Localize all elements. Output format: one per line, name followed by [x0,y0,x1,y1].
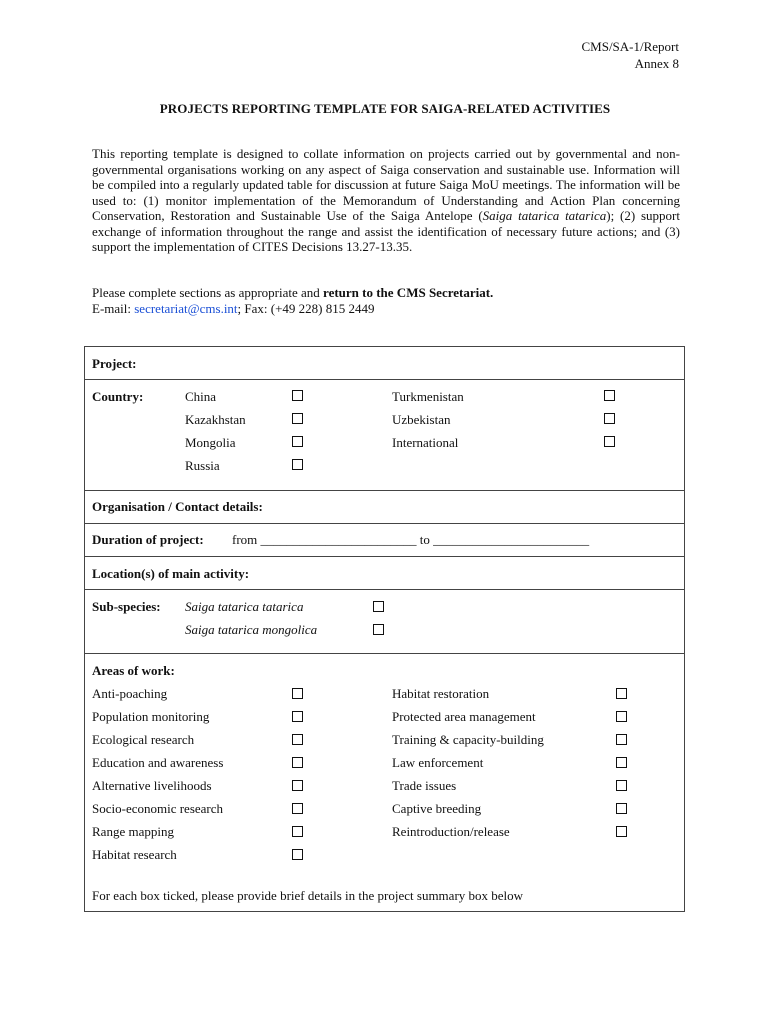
checkbox-china[interactable] [292,390,303,401]
checkbox-alternative-livelihoods[interactable] [292,780,303,791]
checkbox-mongolica[interactable] [373,624,384,635]
checkbox-uzbekistan[interactable] [604,413,615,424]
area-anti-poaching: Anti-poaching [92,686,168,701]
fax-text: ; Fax: (+49 228) 815 2449 [237,300,375,316]
checkbox-habitat-research[interactable] [292,849,303,860]
divider [84,653,685,654]
divider [84,589,685,590]
area-protected-area-management: Protected area management [392,709,536,724]
intro-text-2: ); (2) support exchange of information throughout the range and assist the identification of necessary future actions; and (3) support the implementation of CITES Decisions 13.27-13.35. [92,208,680,254]
checkbox-kazakhstan[interactable] [292,413,303,424]
area-reintroduction-release: Reintroduction/release [392,824,510,839]
duration-label: Duration of project: [92,532,204,547]
country-china: China [185,389,217,404]
divider [84,556,685,557]
duration-field[interactable]: from ________________________ to ________________________ [232,532,590,547]
area-trade-issues: Trade issues [392,778,457,793]
email-link[interactable]: secretariat@cms.int [134,300,238,316]
checkbox-protected-area-management[interactable] [616,711,627,722]
reporting-form [84,346,685,912]
project-label: Project: [92,356,137,371]
checkbox-anti-poaching[interactable] [292,688,303,699]
divider [84,523,685,524]
document-reference [581,38,679,72]
subspecies-label: Sub-species: [92,599,161,614]
organisation-label: Organisation / Contact details: [92,499,263,514]
country-mongolia: Mongolia [185,435,236,450]
checkbox-turkmenistan[interactable] [604,390,615,401]
checkbox-ecological-research[interactable] [292,734,303,745]
return-bold: return to the CMS Secretariat. [323,285,494,300]
page-title: PROJECTS REPORTING TEMPLATE FOR SAIGA-RELATED ACTIVITIES [159,101,611,116]
reference-code: CMS/SA-1/Report [581,39,679,54]
area-range-mapping: Range mapping [92,824,174,839]
country-label: Country: [92,389,144,404]
footer-note: For each box ticked, please provide brief details in the project summary box below [92,888,524,903]
checkbox-range-mapping[interactable] [292,826,303,837]
country-turkmenistan: Turkmenistan [392,389,464,404]
area-law-enforcement: Law enforcement [392,755,484,770]
country-uzbekistan: Uzbekistan [392,412,451,427]
area-habitat-restoration: Habitat restoration [392,686,490,701]
checkbox-law-enforcement[interactable] [616,757,627,768]
checkbox-socio-economic-research[interactable] [292,803,303,814]
intro-text-1: This reporting template is designed to collate information on projects carried out by governmental and non-governmental organisations working on any aspect of Saiga conservation and sustainable use. Information will be compiled into a regularly updated table for discussion at future Saiga MoU meetings. The information will be used to: (1) monitor implementation of the Memorandum of Understanding and Action Plan concerning Conservation, Restoration and Sustainable Use of the Saiga Antelope ( [92,146,680,223]
subspecies-tatarica: Saiga tatarica tatarica [185,599,304,614]
divider [84,490,685,491]
area-ecological-research: Ecological research [92,732,195,747]
area-education-awareness: Education and awareness [92,755,224,770]
areas-label: Areas of work: [92,663,175,678]
checkbox-russia[interactable] [292,459,303,470]
checkbox-tatarica[interactable] [373,601,384,612]
return-instructions [92,285,680,316]
country-kazakhstan: Kazakhstan [185,412,246,427]
subspecies-mongolica: Saiga tatarica mongolica [185,622,318,637]
area-captive-breeding: Captive breeding [392,801,482,816]
checkbox-training-capacity[interactable] [616,734,627,745]
area-training-capacity: Training & capacity-building [392,732,544,747]
checkbox-education-awareness[interactable] [292,757,303,768]
country-russia: Russia [185,458,220,473]
area-socio-economic-research: Socio-economic research [92,801,224,816]
return-prefix: Please complete sections as appropriate and [92,285,324,300]
area-population-monitoring: Population monitoring [92,709,210,724]
checkbox-trade-issues[interactable] [616,780,627,791]
country-international: International [392,435,459,450]
checkbox-population-monitoring[interactable] [292,711,303,722]
email-label: E-mail: [92,300,135,316]
checkbox-international[interactable] [604,436,615,447]
area-alternative-livelihoods: Alternative livelihoods [92,778,212,793]
annex-number: Annex 8 [634,56,679,71]
intro-paragraph [92,146,680,255]
intro-species: Saiga tatarica tatarica [482,208,607,223]
area-habitat-research: Habitat research [92,847,177,862]
checkbox-mongolia[interactable] [292,436,303,447]
checkbox-habitat-restoration[interactable] [616,688,627,699]
checkbox-captive-breeding[interactable] [616,803,627,814]
checkbox-reintroduction-release[interactable] [616,826,627,837]
location-label: Location(s) of main activity: [92,566,250,581]
divider [84,379,685,380]
